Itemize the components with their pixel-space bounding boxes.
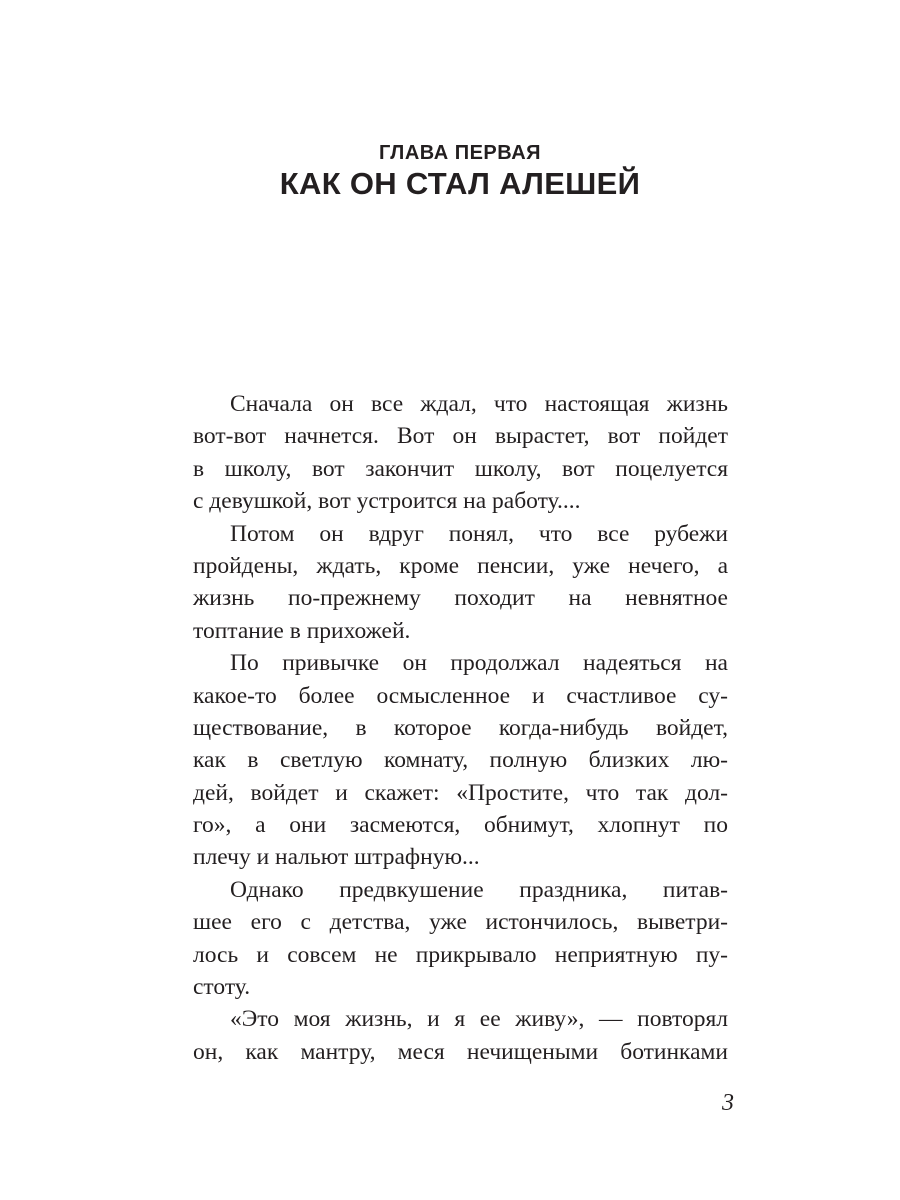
text-line: в школу, вот закончит школу, вот поцелуется	[193, 455, 728, 482]
text-line: Однако предвкушение праздника, питав-	[230, 876, 728, 903]
text-line: дей, войдет и скажет: «Простите, что так дол-	[193, 779, 728, 806]
text-line: пройдены, ждать, кроме пенсии, уже нечего, а	[193, 552, 728, 579]
chapter-label: ГЛАВА ПЕРВАЯ	[378, 142, 542, 164]
body-text	[193, 388, 728, 1068]
text-line: плечу и нальют штрафную...	[193, 844, 480, 871]
text-line: топтание в прихожей.	[193, 617, 411, 644]
paragraph	[193, 388, 728, 518]
paragraph	[193, 647, 728, 874]
text-line: Сначала он все ждал, что настоящая жизнь	[230, 391, 728, 417]
text-line: го», а они засмеются, обнимут, хлопнут по	[193, 812, 728, 839]
chapter-title: КАК ОН СТАЛ АЛЕШЕЙ	[279, 166, 641, 201]
text-line: шее его с детства, уже истончилось, выветри-	[193, 909, 728, 936]
paragraph	[193, 874, 728, 1004]
text-line: как в светлую комнату, полную близких лю-	[193, 747, 728, 774]
text-line: По привычке он продолжал надеяться на	[230, 650, 728, 677]
text-line: ществование, в которое когда-нибудь войдет,	[193, 714, 728, 741]
text-line: с девушкой, вот устроится на работу....	[193, 488, 581, 515]
text-line: жизнь по-прежнему походит на невнятное	[193, 585, 728, 612]
text-line: Потом он вдруг понял, что все рубежи	[230, 520, 728, 547]
text-line: он, как мантру, меся нечищеными ботинками	[193, 1038, 728, 1065]
page-number: 3	[722, 1090, 734, 1116]
text-line: вот-вот начнется. Вот он вырастет, вот пойдет	[193, 423, 728, 450]
text-line: какое-то более осмысленное и счастливое су-	[193, 682, 728, 709]
text-line: лось и совсем не прикрывало неприятную пу-	[193, 941, 728, 968]
paragraph	[193, 518, 728, 648]
paragraph	[193, 1003, 728, 1068]
text-line: стоту.	[193, 974, 251, 1001]
text-line: «Это моя жизнь, и я ее живу», — повторял	[230, 1006, 728, 1033]
